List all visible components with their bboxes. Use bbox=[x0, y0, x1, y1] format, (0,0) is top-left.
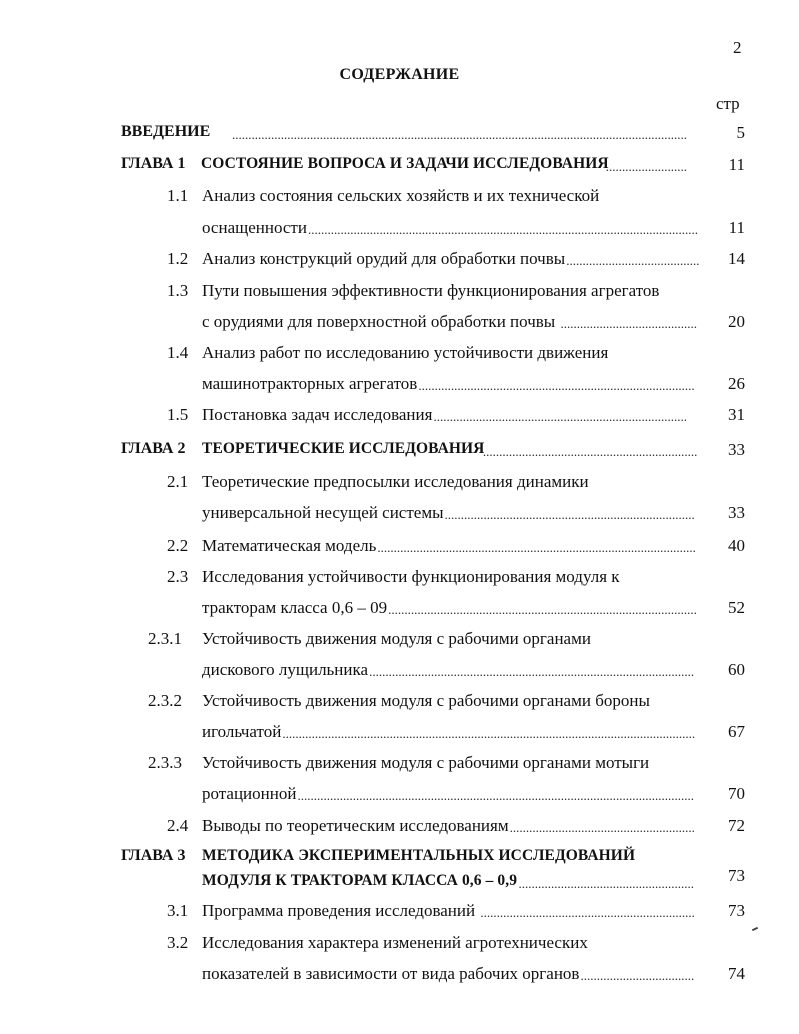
toc-entry-page: 40 bbox=[728, 536, 745, 555]
toc-entry-label: ГЛАВА 3 bbox=[121, 847, 186, 864]
toc-entry-text: Выводы по теоретическим исследованиям bbox=[202, 816, 509, 835]
toc-entry-text: Постановка задач исследования bbox=[202, 405, 433, 424]
toc-entry-text: Исследования устойчивости функционирования модуля к bbox=[202, 567, 620, 586]
toc-entry-page: 11 bbox=[728, 218, 745, 237]
toc-entry-text: ротационной bbox=[202, 784, 297, 803]
toc-entry-text: МЕТОДИКА ЭКСПЕРИМЕНТАЛЬНЫХ ИССЛЕДОВАНИЙ bbox=[202, 847, 636, 864]
toc-entry-text: СОСТОЯНИЕ ВОПРОСА И ЗАДАЧИ ИССЛЕДОВАНИЯ bbox=[201, 155, 609, 172]
toc-entry-page: 73 bbox=[728, 866, 745, 885]
leader-dots: .......................................................................................................................... bbox=[297, 788, 694, 803]
toc-entry-label: 1.1 bbox=[167, 186, 189, 205]
toc-entry-label: 1.5 bbox=[167, 405, 189, 424]
toc-entry-text: дискового лущильника bbox=[202, 660, 369, 679]
leader-dots: ........................................................................................................................ bbox=[307, 222, 698, 237]
page-title: СОДЕРЖАНИЕ bbox=[339, 66, 460, 83]
leader-dots: ......................................................... bbox=[509, 820, 695, 835]
toc-entry-text: Анализ работ по исследованию устойчивости движения bbox=[202, 343, 609, 362]
toc-entry-page: 73 bbox=[728, 901, 745, 920]
toc-entry-page: 33 bbox=[728, 503, 745, 522]
toc-entry-page: 31 bbox=[728, 405, 745, 424]
toc-entry-label: 2.4 bbox=[167, 816, 189, 835]
toc-entry-page: 14 bbox=[728, 249, 745, 268]
leader-dots: ..................................................................................... bbox=[418, 378, 695, 393]
toc-entry-text: Теоретические предпосылки исследования динамики bbox=[202, 472, 589, 491]
toc-entry-text: универсальной несущей системы bbox=[202, 503, 444, 522]
toc-entry-text: Программа проведения исследований bbox=[202, 901, 476, 920]
leader-dots: .................................................................. bbox=[480, 905, 695, 920]
toc-entry-label: 3.1 bbox=[167, 901, 189, 920]
toc-entry-text: ТЕОРЕТИЧЕСКИЕ ИССЛЕДОВАНИЯ bbox=[202, 440, 485, 457]
toc-entry-text: МОДУЛЯ К ТРАКТОРАМ КЛАССА 0,6 – 0,9 bbox=[202, 872, 518, 889]
toc-entry-page: 52 bbox=[728, 598, 745, 617]
toc-entry-text: показателей в зависимости от вида рабочих органов bbox=[202, 964, 580, 983]
toc-entry-text: Устойчивость движения модуля с рабочими органами бороны bbox=[202, 691, 650, 710]
leader-dots: ......................................... bbox=[566, 253, 700, 268]
toc-entry-page: 72 bbox=[728, 816, 745, 835]
toc-entry-page: 33 bbox=[728, 440, 745, 459]
toc-entry-label: 2.2 bbox=[167, 536, 189, 555]
toc-entry-label: 1.3 bbox=[167, 281, 189, 300]
toc-entry-text: тракторам класса 0,6 – 09 bbox=[202, 598, 388, 617]
toc-entry-text: Устойчивость движения модуля с рабочими органами мотыги bbox=[202, 753, 650, 772]
toc-entry-text: оснащенности bbox=[202, 218, 307, 237]
leader-dots: ............................................................................................................................................ bbox=[232, 127, 687, 142]
toc-entry-label: 2.3.1 bbox=[148, 629, 182, 648]
leader-dots: ......................... bbox=[605, 159, 688, 174]
leader-dots: .......................................... bbox=[560, 316, 697, 331]
toc-entry-page: 26 bbox=[728, 374, 745, 393]
toc-entry-label: ВВЕДЕНИЕ bbox=[121, 123, 211, 140]
leader-dots: ...................................................... bbox=[518, 876, 694, 891]
toc-entry-page: 74 bbox=[728, 964, 745, 983]
toc-entry-text: игольчатой bbox=[202, 722, 282, 741]
toc-entry-page: 20 bbox=[728, 312, 745, 331]
leader-dots: .................................................................................................. bbox=[377, 540, 696, 555]
leader-dots: ............................................................................................................................... bbox=[282, 726, 696, 741]
toc-entry-text: Устойчивость движения модуля с рабочими органами bbox=[202, 629, 591, 648]
leader-dots: .............................................................................. bbox=[433, 409, 687, 424]
toc-entry-label: 1.4 bbox=[167, 343, 189, 362]
page-column-header: стр bbox=[716, 94, 740, 113]
toc-entry-text: Исследования характера изменений агротехнических bbox=[202, 933, 588, 952]
leader-dots: ................................... bbox=[580, 968, 695, 983]
toc-entry-label: 3.2 bbox=[167, 933, 189, 952]
toc-entry-label: 2.3.3 bbox=[148, 753, 182, 772]
toc-entry-label: 2.3 bbox=[167, 567, 189, 586]
toc-entry-label: ГЛАВА 1 bbox=[121, 155, 186, 172]
scan-mark bbox=[752, 927, 758, 931]
leader-dots: .................................................................. bbox=[482, 444, 698, 459]
toc-entry-text: с орудиями для поверхностной обработки почвы bbox=[202, 312, 556, 331]
leader-dots: .................................................................................................... bbox=[369, 664, 695, 679]
toc-entry-text: машинотракторных агрегатов bbox=[202, 374, 418, 393]
toc-entry-page: 67 bbox=[728, 722, 745, 741]
toc-entry-label: 1.2 bbox=[167, 249, 189, 268]
toc-entry-text: Математическая модель bbox=[202, 536, 377, 555]
toc-entry-text: Анализ конструкций орудий для обработки почвы bbox=[202, 249, 566, 268]
toc-entry-page: 5 bbox=[736, 123, 745, 142]
toc-entry-page: 11 bbox=[728, 155, 745, 174]
leader-dots: ............................................................................................... bbox=[388, 602, 697, 617]
toc-entry-page: 70 bbox=[728, 784, 745, 803]
leader-dots: ............................................................................. bbox=[444, 507, 695, 522]
toc-entry-page: 60 bbox=[728, 660, 745, 679]
toc-entry-text: Пути повышения эффективности функционирования агрегатов bbox=[202, 281, 660, 300]
toc-entry-label: ГЛАВА 2 bbox=[121, 440, 186, 457]
toc-entry-label: 2.3.2 bbox=[148, 691, 182, 710]
toc-entry-label: 2.1 bbox=[167, 472, 189, 491]
page-number: 2 bbox=[733, 38, 742, 57]
toc-entry-text: Анализ состояния сельских хозяйств и их технической bbox=[202, 186, 600, 205]
